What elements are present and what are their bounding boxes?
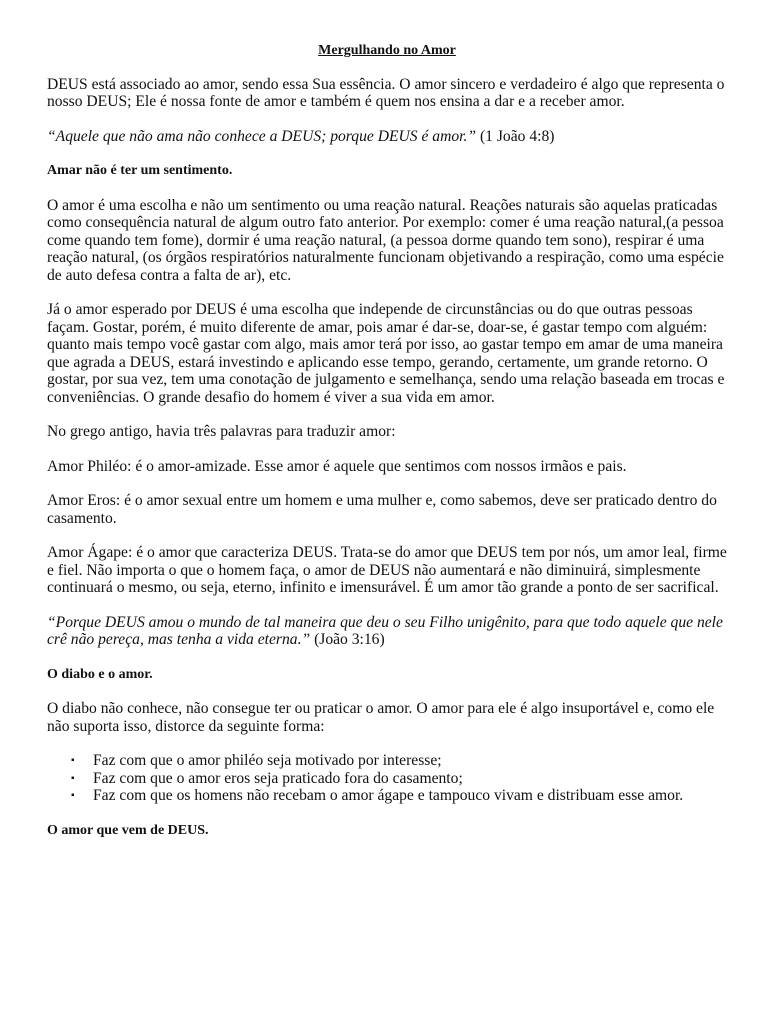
paragraph-amor-esperado: Já o amor esperado por DEUS é uma escolha que independe de circunstâncias ou do que outras pessoas façam. Gostar, porém, é muito diferente de amar, pois amar é dar-se, doar-se, é gastar tempo com alguém: quanto mais tempo você gastar com algo, mais amor terá por isso, ao gastar tempo em amar de uma maneira que agrada a DEUS, estará investindo e aplicando esse tempo, gerando, certamente, um grande retorno. O gostar, por sua vez, tem uma conotação de julgamento e semelhança, sendo uma relação baseada em trocas e conveniências. O grande desafio do homem é viver a sua vida em amor. <box>47 301 725 406</box>
section-heading-amar: Amar não é ter um sentimento. <box>47 163 233 178</box>
document-title: Mergulhando no Amor <box>318 43 456 58</box>
bible-quote-1-ref: (1 João 4:8) <box>476 127 555 145</box>
list-item-text: Faz com que o amor eros seja praticado fora do casamento; <box>93 769 463 787</box>
bible-quote-1-text: “Aquele que não ama não conhece a DEUS; porque DEUS é amor.” <box>47 127 477 145</box>
bible-quote-1 <box>47 128 727 146</box>
paragraph-phileo: Amor Philéo: é o amor-amizade. Esse amor é aquele que sentimos com nossos irmãos e pais. <box>47 457 627 475</box>
paragraph-diabo: O diabo não conhece, não consegue ter ou praticar o amor. O amor para ele é algo insuportável e, como ele não suporta isso, distorce da seguinte forma: <box>47 700 715 735</box>
list-item <box>47 752 727 770</box>
bible-quote-2-ref: (João 3:16) <box>310 631 385 648</box>
list-item-text: Faz com que os homens não recebam o amor ágape e tampouco vivam e distribuam esse amor. <box>93 787 684 804</box>
intro-paragraph: DEUS está associado ao amor, sendo essa Sua essência. O amor sincero e verdadeiro é algo que representa o nosso DEUS; Ele é nossa fonte de amor e também é quem nos ensina a dar e a receber amor. <box>47 75 725 110</box>
paragraph-eros: Amor Eros: é o amor sexual entre um homem e uma mulher e, como sabemos, deve ser praticado dentro do casamento. <box>47 492 717 527</box>
bible-quote-2-text: “Porque DEUS amou o mundo de tal maneira que deu o seu Filho unigênito, para que todo aquele que nele crê não pereça, mas tenha a vida eterna.” <box>47 613 723 648</box>
list-item <box>47 770 727 788</box>
list-item-text: Faz com que o amor philéo seja motivado por interesse; <box>93 752 442 769</box>
paragraph-escolha: O amor é uma escolha e não um sentimento ou uma reação natural. Reações naturais são aquelas praticadas como consequência natural de algum outro fato anterior. Por exemplo: comer é uma reação natural,(a pessoa come quando tem fome), dormir é uma reação natural, (a pessoa dorme quando tem sono), respirar é uma reação natural, (os órgãos respiratórios naturalmente funcionam objetivando a respiração, como uma espécie de auto defesa contra a falta de ar), etc. <box>47 196 724 284</box>
bullet-icon: ▪ <box>71 755 75 766</box>
bullet-icon: ▪ <box>71 772 75 784</box>
bullet-list <box>47 752 727 805</box>
paragraph-grego: No grego antigo, havia três palavras para traduzir amor: <box>47 423 396 440</box>
bullet-icon: ▪ <box>71 790 75 801</box>
section-heading-diabo: O diabo e o amor. <box>47 666 153 682</box>
bible-quote-2 <box>47 614 727 649</box>
paragraph-agape: Amor Ágape: é o amor que caracteriza DEUS. Trata-se do amor que DEUS tem por nós, um amor leal, firme e fiel. Não importa o que o homem faça, o amor de DEUS não aumentará e não diminuirá, simplesmente continuará o mesmo, ou seja, eterno, infinito e imensurável. É um amor tão grande a ponto de ser sacrifical. <box>47 544 727 596</box>
list-item <box>47 787 727 805</box>
document-page <box>47 42 727 856</box>
section-heading-amor-deus: O amor que vem de DEUS. <box>47 822 209 838</box>
